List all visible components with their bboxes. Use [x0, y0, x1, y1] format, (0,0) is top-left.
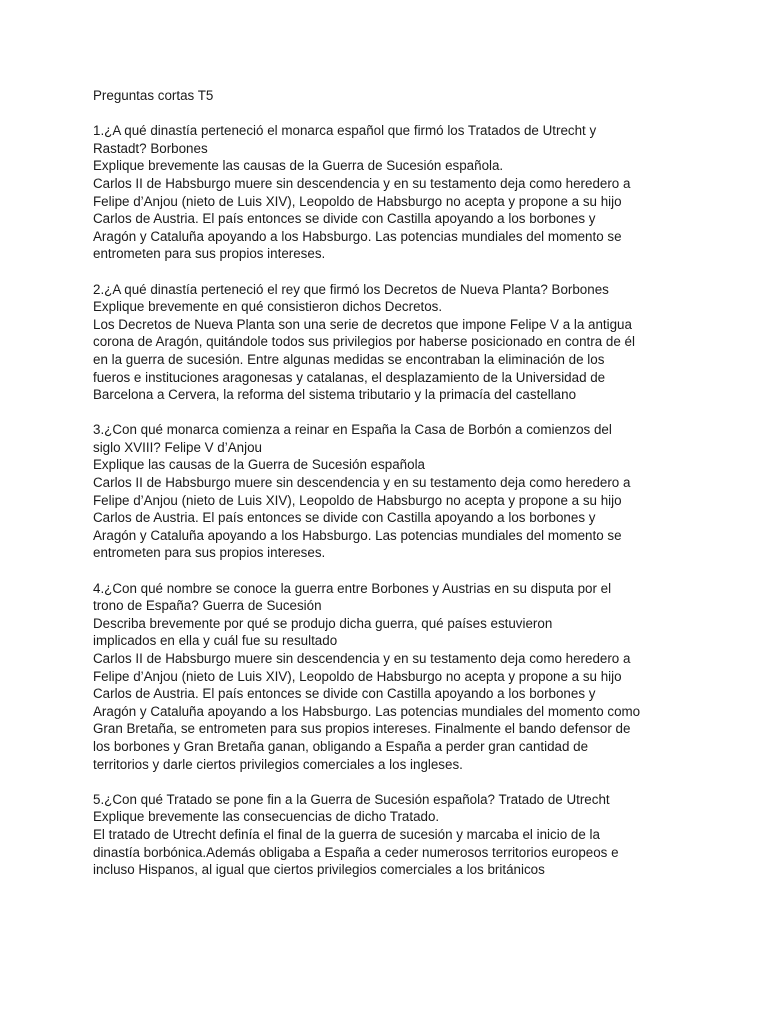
text-line: incluso Hispanos, al igual que ciertos privilegios comerciales a los británicos	[93, 862, 545, 878]
text-line: Felipe d’Anjou (nieto de Luis XIV), Leopoldo de Habsburgo no acepta y propone a su hijo	[93, 492, 622, 508]
text-line: Aragón y Cataluña apoyando a los Habsburgo. Las potencias mundiales del momento se	[93, 228, 622, 244]
text-line: entrometen para sus propios intereses.	[93, 246, 326, 262]
text-line: en la guerra de sucesión. Entre algunas medidas se encontraban la eliminación de los	[93, 351, 605, 367]
question-sections	[93, 122, 683, 879]
text-line: Carlos II de Habsburgo muere sin descendencia y en su testamento deja como heredero a	[93, 475, 631, 491]
text-line: Explique brevemente las consecuencias de dicho Tratado.	[93, 809, 440, 825]
text-line: Aragón y Cataluña apoyando a los Habsburgo. Las potencias mundiales del momento se	[93, 527, 622, 543]
text-line: Carlos de Austria. El país entonces se divide con Castilla apoyando a los borbones y	[93, 510, 596, 526]
text-line: Felipe d’Anjou (nieto de Luis XIV), Leopoldo de Habsburgo no acepta y propone a su hijo	[93, 193, 622, 209]
text-line: El tratado de Utrecht definía el final de la guerra de sucesión y marcaba el inicio de la	[93, 826, 600, 842]
text-line: 2.¿A qué dinastía perteneció el rey que firmó los Decretos de Nueva Planta? Borbones	[93, 281, 609, 297]
text-line: Aragón y Cataluña apoyando a los Habsburgo. Las potencias mundiales del momento como	[93, 703, 641, 719]
question-section-1	[93, 122, 683, 263]
text-line: implicados en ella y cuál fue su resultado	[93, 633, 338, 649]
question-section-5	[93, 791, 683, 879]
document-title: Preguntas cortas T5	[93, 88, 214, 103]
text-line: siglo XVIII? Felipe V d’Anjou	[93, 439, 262, 455]
text-line: Felipe d’Anjou (nieto de Luis XIV), Leopoldo de Habsburgo no acepta y propone a su hijo	[93, 668, 622, 684]
question-section-4	[93, 580, 683, 774]
text-line: Explique brevemente en qué consistieron dichos Decretos.	[93, 299, 443, 315]
text-line: Explique las causas de la Guerra de Sucesión española	[93, 457, 426, 473]
question-section-3	[93, 421, 683, 562]
text-line: 4.¿Con qué nombre se conoce la guerra entre Borbones y Austrias en su disputa por el	[93, 580, 612, 596]
text-line: 5.¿Con qué Tratado se pone fin a la Guerra de Sucesión española? Tratado de Utrecht	[93, 791, 610, 807]
text-line: trono de España? Guerra de Sucesión	[93, 598, 322, 614]
text-line: Carlos II de Habsburgo muere sin descendencia y en su testamento deja como heredero a	[93, 651, 631, 666]
text-line: Carlos de Austria. El país entonces se divide con Castilla apoyando a los borbones y	[93, 686, 596, 702]
text-line: Gran Bretaña, se entrometen para sus propios intereses. Finalmente el bando defensor de	[93, 721, 631, 737]
text-line: territorios y darle ciertos privilegios comerciales a los ingleses.	[93, 756, 463, 772]
text-line: Barcelona a Cervera, la reforma del sistema tributario y la primacía del castellano	[93, 387, 577, 403]
text-line: entrometen para sus propios intereses.	[93, 545, 326, 561]
text-line: corona de Aragón, quitándole todos sus privilegios por haberse posicionado en contra de él	[93, 334, 635, 350]
text-line: Rastadt? Borbones	[93, 140, 208, 156]
text-line: Los Decretos de Nueva Planta son una serie de decretos que impone Felipe V a la antigua	[93, 316, 632, 332]
text-line: dinastía borbónica.Además obligaba a España a ceder numerosos territorios europeos e	[93, 844, 619, 860]
text-line: 3.¿Con qué monarca comienza a reinar en España la Casa de Borbón a comienzos del	[93, 422, 612, 438]
text-line: Explique brevemente las causas de la Guerra de Sucesión española.	[93, 158, 504, 174]
question-section-2	[93, 281, 683, 404]
text-line: 1.¿A qué dinastía perteneció el monarca español que firmó los Tratados de Utrecht y	[93, 123, 597, 139]
text-line: fueros e instituciones aragonesas y catalanas, el desplazamiento de la Universidad de	[93, 369, 606, 385]
document-page	[93, 87, 683, 896]
text-line: Carlos II de Habsburgo muere sin descendencia y en su testamento deja como heredero a	[93, 175, 631, 191]
text-line: Describa brevemente por qué se produjo dicha guerra, qué países estuvieron	[93, 615, 553, 631]
text-line: los borbones y Gran Bretaña ganan, obligando a España a perder gran cantidad de	[93, 738, 589, 754]
text-line: Carlos de Austria. El país entonces se divide con Castilla apoyando a los borbones y	[93, 211, 596, 227]
